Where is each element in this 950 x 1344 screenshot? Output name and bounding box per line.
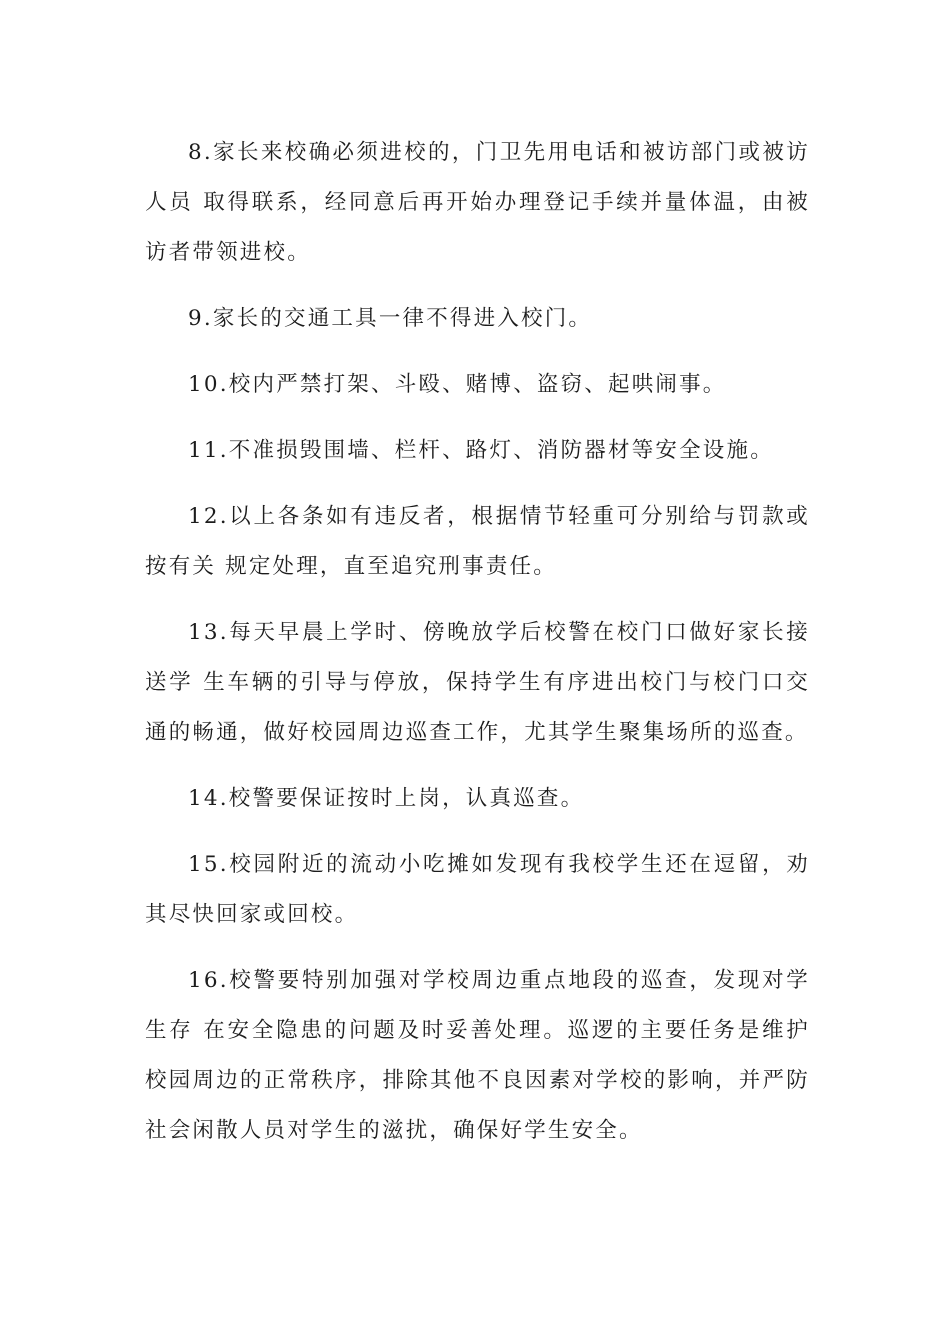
paragraph-item-12: 12.以上各条如有违反者，根据情节轻重可分别给与罚款或按有关 规定处理，直至追究刑事责任。 <box>145 504 810 579</box>
paragraph-item-16: 16.校警要特别加强对学校周边重点地段的巡查，发现对学生存 在安全隐患的问题及时妥善处理。巡逻的主要任务是维护校园周边的正常秩序，排除其他不良因素对学校的影响，并严防社会闲散人员对学生的滋扰，确保好学生安全。 <box>145 968 810 1143</box>
paragraph-item-11: 11.不准损毁围墙、栏杆、路灯、消防器材等安全设施。 <box>188 438 774 463</box>
paragraph-item-8: 8.家长来校确必须进校的，门卫先用电话和被访部门或被访人员 取得联系，经同意后再开始办理登记手续并量体温，由被访者带领进校。 <box>145 140 810 265</box>
paragraph-item-10: 10.校内严禁打架、斗殴、赌博、盗窃、起哄闹事。 <box>188 372 727 397</box>
document-body <box>145 128 810 1172</box>
paragraph-item-9: 9.家长的交通工具一律不得进入校门。 <box>188 306 593 331</box>
paragraph-item-15: 15.校园附近的流动小吃摊如发现有我校学生还在逗留，劝其尽快回家或回校。 <box>145 852 810 927</box>
paragraph-item-14: 14.校警要保证按时上岗，认真巡查。 <box>188 786 585 811</box>
paragraph-item-13: 13.每天早晨上学时、傍晚放学后校警在校门口做好家长接送学 生车辆的引导与停放，保持学生有序进出校门与校门口交通的畅通，做好校园周边巡查工作，尤其学生聚集场所的巡查。 <box>145 620 810 745</box>
